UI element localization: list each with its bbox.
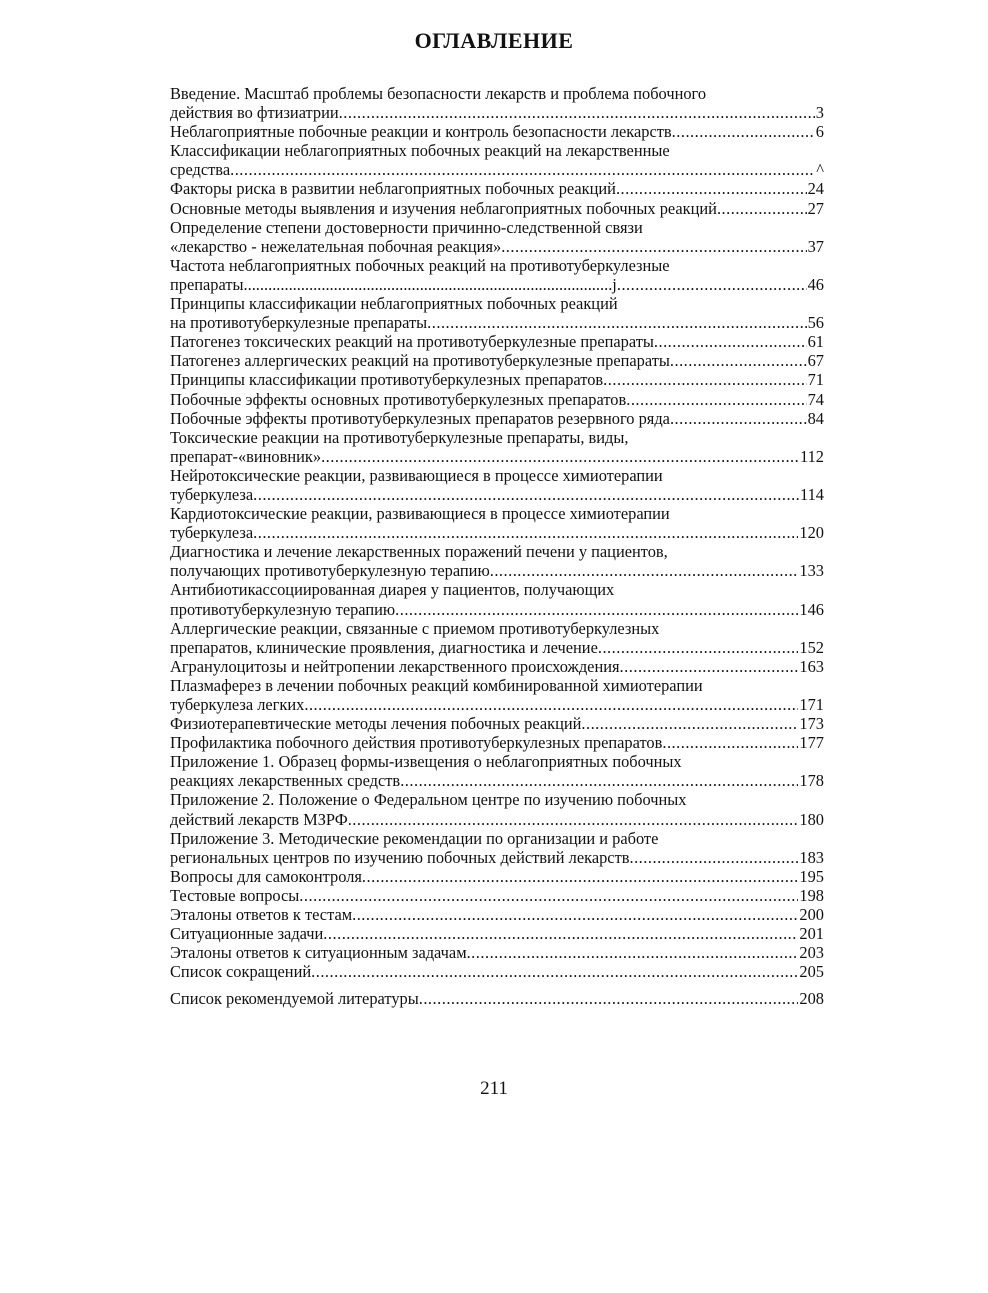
dot-leader (581, 714, 798, 733)
toc-entry-line (170, 199, 824, 218)
toc-entry-text: Основные методы выявления и изучения неблагоприятных побочных реакций (170, 198, 717, 218)
toc-page-number: 183 (799, 847, 824, 867)
toc-page-number: 173 (799, 714, 824, 734)
toc-page-number: 133 (799, 561, 824, 581)
dot-leader (253, 523, 798, 542)
toc-entry-line (170, 561, 824, 580)
dot-leader (670, 409, 807, 428)
toc-entry-text: «лекарство - нежелательная побочная реакция» (170, 236, 502, 256)
toc-entry (170, 370, 824, 389)
toc-entry (170, 332, 824, 351)
toc-entry-line (170, 237, 824, 256)
toc-entry-text: Вопросы для самоконтроля (170, 866, 362, 886)
toc-page-number: 163 (799, 656, 824, 676)
dot-leader (501, 237, 806, 256)
toc-page-number: 177 (799, 733, 824, 753)
toc-entry-text: Тестовые вопросы (170, 885, 300, 905)
toc-entry-line (170, 848, 824, 867)
toc-entry-text: туберкулеза (170, 484, 254, 504)
dot-leader (427, 313, 806, 332)
toc-entry (170, 122, 824, 141)
toc-page-number: 27 (807, 198, 824, 218)
toc-entry-line (170, 351, 824, 370)
toc-page-number: 201 (799, 924, 824, 944)
toc-entry-text: Физиотерапевтические методы лечения побочных реакций (170, 714, 582, 734)
toc-entry-text: Введение. Масштаб проблемы безопасности лекарств и проблема побочного (170, 84, 707, 103)
toc-page-number: 171 (799, 695, 824, 714)
toc-entry-line (170, 313, 824, 332)
toc-entry-line (170, 103, 824, 122)
page-title: ОГЛАВЛЕНИЕ (414, 28, 574, 53)
toc-entry-text: Приложение 3. Методические рекомендации по организации и работе (170, 828, 659, 848)
toc-entry-text: Классификации неблагоприятных побочных реакций на лекарственные (170, 141, 670, 161)
dot-leader (490, 561, 799, 580)
dot-leader (230, 160, 815, 179)
toc-entry (170, 542, 824, 580)
toc-page-number: 112 (800, 446, 824, 466)
toc-page-number: 67 (807, 351, 824, 371)
toc-entry-line (170, 905, 824, 924)
dot-leader (616, 179, 807, 198)
toc-entry-text: на противотуберкулезные препараты (170, 313, 428, 333)
toc-entry-text: Принципы классификации противотуберкулезных препаратов (170, 370, 604, 390)
toc-page-number: 6 (815, 122, 824, 142)
toc-entry-line (170, 447, 824, 466)
dot-leader (419, 989, 799, 1008)
toc-entry (170, 466, 824, 504)
dot-leader (304, 695, 798, 714)
toc-entry-text: Неблагоприятные побочные реакции и контроль безопасности лекарств (170, 122, 672, 142)
toc-entry-text: средства (170, 160, 231, 180)
dot-leader (299, 886, 798, 905)
table-of-contents (170, 84, 824, 1009)
toc-entry-text: Принципы классификации неблагоприятных побочных реакций (170, 294, 618, 314)
toc-entry-text: Токсические реакции на противотуберкулезные препараты, виды, (170, 427, 629, 447)
dot-leader (626, 390, 806, 409)
toc-page-number: 146 (799, 599, 824, 619)
dot-leader (348, 810, 799, 829)
toc-entry-text: Частота неблагоприятных побочных реакций на противотуберкулезные (170, 255, 670, 275)
toc-entry (170, 867, 824, 886)
toc-entry-text: Приложение 1. Образец формы-извещения о неблагоприятных побочных (170, 752, 682, 772)
dot-leader (662, 733, 798, 752)
toc-page-number: 37 (807, 236, 824, 256)
toc-entry (170, 619, 824, 657)
toc-entry-text: Кардиотоксические реакции, развивающиеся в процессе химиотерапии (170, 504, 670, 524)
toc-entry (170, 790, 824, 828)
toc-entry-line (170, 390, 824, 409)
toc-entry-line (170, 924, 824, 943)
toc-entry (170, 989, 824, 1008)
toc-entry-line (170, 638, 824, 657)
toc-entry-text: Аллергические реакции, связанные с приемом противотуберкулезных (170, 618, 660, 638)
toc-entry-line (170, 600, 824, 619)
dot-leader (323, 924, 798, 943)
toc-page-number: 74 (807, 389, 824, 409)
toc-entry (170, 504, 824, 542)
toc-page-number: 84 (807, 408, 824, 428)
toc-entry-text: Агранулоцитозы и нейтропении лекарственного происхождения (170, 656, 620, 676)
toc-entry-line (170, 962, 824, 981)
dot-leader (620, 657, 799, 676)
page-number: 211 (480, 1078, 508, 1099)
toc-entry-text: реакциях лекарственных средств (170, 771, 401, 791)
toc-page-number: 120 (799, 523, 824, 543)
toc-entry (170, 829, 824, 867)
dot-leader (362, 867, 798, 886)
dot-leader (339, 103, 815, 122)
toc-entry-line (170, 657, 824, 676)
dot-leader (603, 370, 806, 389)
dot-leader (672, 122, 815, 141)
toc-entry-line (170, 771, 824, 790)
toc-page-number: 61 (807, 332, 824, 352)
toc-entry (170, 714, 824, 733)
toc-entry-line (170, 695, 824, 714)
toc-entry-text: действий лекарств МЗРФ (170, 809, 348, 829)
toc-entry-text: Побочные эффекты основных противотуберкулезных препаратов (170, 389, 627, 409)
dot-leader (654, 332, 807, 351)
toc-entry (170, 905, 824, 924)
toc-entry (170, 351, 824, 370)
dot-leader (467, 943, 799, 962)
toc-entry (170, 943, 824, 962)
toc-page-number: 208 (799, 989, 824, 1009)
toc-entry-text: Список сокращений (170, 962, 312, 982)
toc-entry-text: получающих противотуберкулезную терапию (170, 561, 490, 581)
toc-page-number: 24 (807, 179, 824, 199)
toc-entry-text: Патогенез токсических реакций на противотуберкулезные препараты (170, 332, 654, 352)
toc-entry-text: Плазмаферез в лечении побочных реакций комбинированной химиотерапии (170, 675, 703, 695)
toc-entry-text: Определение степени достоверности причинно-следственной связи (170, 217, 643, 237)
toc-page-number: 56 (807, 313, 824, 333)
toc-entry-line (170, 810, 824, 829)
toc-entry-text: препаратов, клинические проявления, диагностика и лечение (170, 637, 598, 657)
toc-entry-text: Эталоны ответов к тестам (170, 905, 353, 925)
dot-leader (321, 447, 799, 466)
toc-page-number: 180 (799, 809, 824, 829)
toc-entry-line (170, 160, 824, 179)
toc-entry-text: действия во фтизиатрии (170, 103, 339, 123)
toc-entry (170, 84, 824, 122)
toc-entry (170, 962, 824, 981)
toc-entry-text: туберкулеза легких (170, 695, 305, 714)
dot-leader (352, 905, 798, 924)
toc-entry-line (170, 886, 824, 905)
toc-entry-text: Профилактика побочного действия противотуберкулезных препаратов (170, 733, 663, 753)
toc-entry (170, 256, 824, 294)
toc-entry (170, 218, 824, 256)
toc-entry-line (170, 179, 824, 198)
toc-entry-text: Ситуационные задачи (170, 924, 324, 944)
dot-leader (400, 771, 798, 790)
toc-entry-text: Побочные эффекты противотуберкулезных препаратов резервного ряда (170, 408, 670, 428)
toc-entry (170, 199, 824, 218)
toc-entry-line (170, 370, 824, 389)
toc-entry-text: региональных центров по изучению побочных действий лекарств (170, 847, 630, 867)
dot-leader (598, 638, 799, 657)
toc-entry-line (170, 122, 824, 141)
toc-entry (170, 752, 824, 790)
toc-entry-text: Нейротоксические реакции, развивающиеся в процессе химиотерапии (170, 465, 663, 485)
toc-page-number: 71 (807, 370, 824, 390)
toc-entry (170, 428, 824, 466)
toc-page-number: 195 (799, 866, 824, 886)
toc-entry-line (170, 275, 824, 294)
toc-entry-text: противотуберкулезную терапию (170, 599, 396, 619)
toc-entry-text: Список рекомендуемой литературы (170, 989, 419, 1009)
toc-entry (170, 294, 824, 332)
toc-entry-text: Факторы риска в развитии неблагоприятных побочных реакций (170, 179, 616, 199)
toc-page-number: 46 (807, 274, 824, 294)
toc-entry-text: Патогенез аллергических реакций на противотуберкулезные препараты (170, 351, 670, 371)
dot-leader (670, 351, 807, 370)
toc-entry (170, 141, 824, 179)
toc-entry-line (170, 867, 824, 886)
toc-entry (170, 657, 824, 676)
toc-entry-line (170, 485, 824, 504)
toc-page-number: 3 (815, 103, 824, 123)
toc-entry-text: туберкулеза (170, 523, 254, 543)
toc-page-number: 203 (799, 943, 824, 963)
toc-entry (170, 409, 824, 428)
toc-entry (170, 924, 824, 943)
toc-entry-text: препараты..........................................................................................j (170, 274, 617, 294)
toc-page-number: 200 (799, 905, 824, 925)
dot-leader (395, 600, 798, 619)
toc-page-number: ^ (816, 160, 824, 180)
toc-entry-text: Диагностика и лечение лекарственных поражений печени у пациентов, (170, 542, 668, 562)
toc-entry-line (170, 989, 824, 1008)
toc-entry-line (170, 714, 824, 733)
toc-entry-line (170, 943, 824, 962)
toc-entry (170, 390, 824, 409)
toc-entry (170, 676, 824, 714)
toc-entry-text: Эталоны ответов к ситуационным задачам (170, 943, 467, 963)
toc-page-number: 178 (799, 771, 824, 791)
toc-entry (170, 733, 824, 752)
toc-entry (170, 580, 824, 618)
toc-entry-line (170, 523, 824, 542)
toc-page-number: 205 (799, 962, 824, 982)
toc-page-number: 114 (800, 484, 824, 504)
dot-leader (311, 962, 798, 981)
toc-page-number: 198 (799, 885, 824, 905)
toc-entry-text: Приложение 2. Положение о Федеральном центре по изучению побочных (170, 790, 687, 810)
dot-leader (617, 275, 807, 294)
dot-leader (717, 199, 807, 218)
toc-entry-line (170, 733, 824, 752)
toc-entry (170, 179, 824, 198)
dot-leader (629, 848, 798, 867)
dot-leader (253, 485, 799, 504)
toc-entry-text: Антибиотикассоциированная диарея у пациентов, получающих (170, 580, 615, 600)
toc-entry-line (170, 409, 824, 428)
toc-page-number: 152 (799, 637, 824, 657)
toc-entry (170, 886, 824, 905)
toc-entry-text: препарат-«виновник» (170, 446, 322, 466)
toc-entry-line (170, 332, 824, 351)
